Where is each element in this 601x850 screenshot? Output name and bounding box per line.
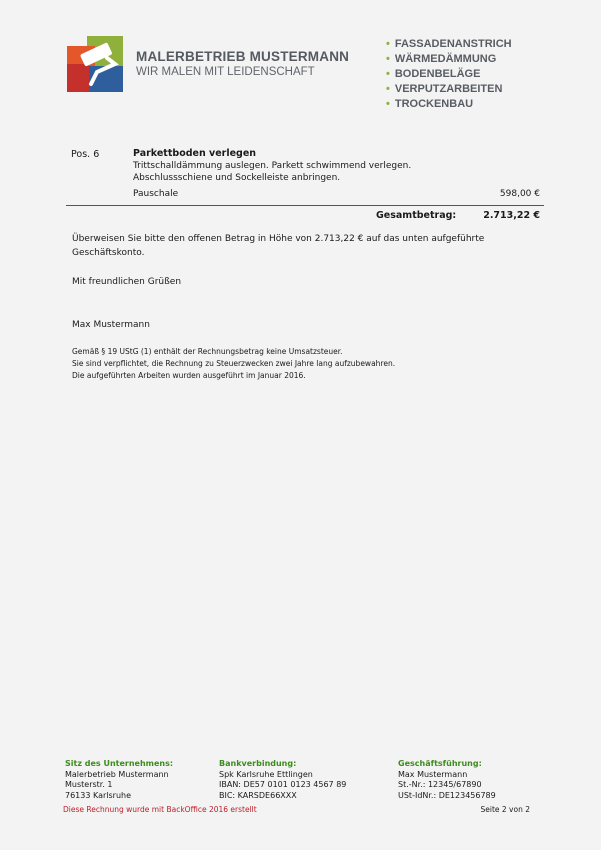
footer-line: St.-Nr.: 12345/67890 xyxy=(398,780,482,789)
payment-request-text: Überweisen Sie bitte den offenen Betrag in Höhe von 2.713,22 € auf das unten aufgeführte Geschäftskonto. xyxy=(72,234,485,258)
footer-line: Max Mustermann xyxy=(398,769,468,779)
created-with-note: Diese Rechnung wurde mit BackOffice 2016 erstellt xyxy=(63,805,257,814)
service-item: • WÄRMEDÄMMUNG xyxy=(386,53,497,65)
position-number: Pos. 6 xyxy=(71,149,100,160)
position-description xyxy=(133,160,463,184)
bullet-icon: • xyxy=(386,98,390,110)
service-item: • VERPUTZARBEITEN xyxy=(386,83,503,95)
bullet-icon: • xyxy=(386,53,390,65)
footer-line: IBAN: DE57 0101 0123 4567 89 xyxy=(219,780,347,789)
footer-company xyxy=(65,759,173,801)
service-item: • TROCKENBAU xyxy=(386,98,474,110)
total-label: Gesamtbetrag: xyxy=(376,210,457,221)
footer-management xyxy=(398,759,496,801)
closing-greeting: Mit freundlichen Grüßen xyxy=(72,277,182,287)
bullet-icon: • xyxy=(386,38,390,50)
legal-line: Sie sind verpflichtet, die Rechnung zu Steuerzwecken zwei Jahre lang aufzubewahren. xyxy=(72,359,396,368)
total-value: 2.713,22 € xyxy=(483,210,540,221)
legal-line: Gemäß § 19 UStG (1) enthält der Rechnungsbetrag keine Umsatzsteuer. xyxy=(72,347,343,356)
description-line: Trittschalldämmung auslegen. Parkett schwimmend verlegen. xyxy=(133,161,412,171)
legal-line: Die aufgeführten Arbeiten wurden ausgeführt im Januar 2016. xyxy=(72,371,306,380)
footer-line: BIC: KARSDE66XXX xyxy=(219,790,297,800)
legal-notes xyxy=(72,346,395,382)
signature-name: Max Mustermann xyxy=(72,320,150,330)
services-list xyxy=(386,37,512,112)
footer-bank xyxy=(219,759,346,801)
page-number: Seite 2 von 2 xyxy=(480,805,530,814)
bullet-icon: • xyxy=(386,68,390,80)
footer-line: Musterstr. 1 xyxy=(65,780,113,789)
service-item: • FASSADENANSTRICH xyxy=(386,38,512,50)
footer-line: 76133 Karlsruhe xyxy=(65,790,132,800)
footer-line: Malerbetrieb Mustermann xyxy=(65,769,169,779)
footer-heading: Geschäftsführung: xyxy=(398,759,482,768)
total-divider xyxy=(66,205,544,206)
service-item: • BODENBELÄGE xyxy=(386,68,481,80)
footer-line: Spk Karlsruhe Ettlingen xyxy=(219,769,313,779)
paint-roller-logo-icon xyxy=(67,36,123,92)
bullet-icon: • xyxy=(386,83,390,95)
company-slogan: WIR MALEN MIT LEIDENSCHAFT xyxy=(136,66,315,78)
company-name: MALERBETRIEB MUSTERMANN xyxy=(136,49,350,64)
position-title: Parkettboden verlegen xyxy=(133,148,257,159)
position-unit: Pauschale xyxy=(133,189,179,199)
position-price: 598,00 € xyxy=(499,189,540,199)
description-line: Abschlussschiene und Sockelleiste anbringen. xyxy=(133,173,341,183)
footer-line: USt-IdNr.: DE123456789 xyxy=(398,790,496,800)
footer-heading: Sitz des Unternehmens: xyxy=(65,759,174,768)
footer-heading: Bankverbindung: xyxy=(219,759,297,768)
